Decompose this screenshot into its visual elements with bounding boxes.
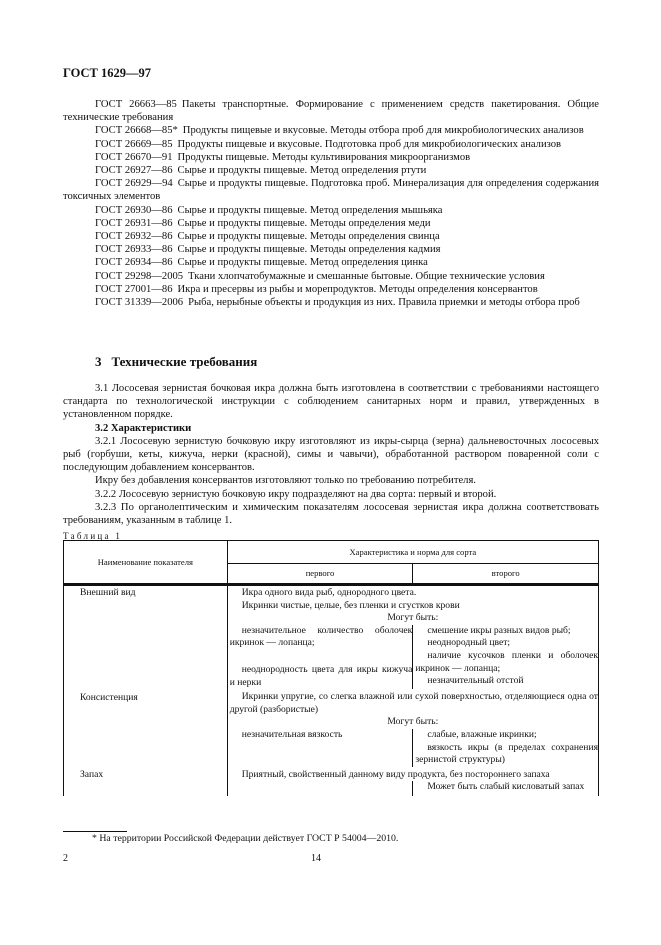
row-name-consistency: Консистенция — [64, 691, 228, 767]
reference-item: ГОСТ 26930—86 Сырье и продукты пищевые. Метод определения мышьяка — [95, 204, 443, 216]
row-name-smell: Запах — [64, 767, 228, 796]
requirements-table: Наименование показателя Характеристика и норма для сорта первого второго Внешний вид Икра одного вида рыб, однородного цвета. Икринки чистые, целые, без пленки и сгустков крови Могут быть: незначительное количество оболочек икринок — лопанца; неоднородность цвета для икры кижуча и нерки смешение икры разных видов рыб; неоднородный цвет; наличие кусочков пленки и оболочек икринок — лопанца; незначительный отстой Консистенция Икринки упругие, со слегка влажной или сухой поверхностью, отделяющиеся одна от другой (разбористые) Могут быть: незначительная вязкость слабые, влажные икринки; вязкость икры (в пределах сохранения зернистой структуры) Запах Приятный, свойственный данному виду продукта, без постороннего запаха Может быть слабый кисловатый запах — [63, 540, 599, 796]
reference-item: ГОСТ 26668—85* Продукты пищевые и вкусовые. Методы отбора проб для микробиологических анализов — [95, 125, 584, 137]
reference-item: ГОСТ 26669—85 Продукты пищевые и вкусовые. Подготовка проб для микробиологических анализов — [95, 138, 562, 150]
header-indicator-name: Наименование показателя — [64, 541, 228, 585]
reference-item: ГОСТ 27001—86 Икра и пресервы из рыбы и морепродуктов. Методы определения консервантов — [95, 283, 538, 295]
header-grade-first: первого — [227, 564, 413, 585]
normative-references — [63, 98, 599, 309]
table-caption: Таблица 1 — [63, 531, 123, 541]
section-3-body — [63, 382, 599, 527]
section-heading: 3 Технические требования — [95, 354, 258, 369]
row-name-appearance: Внешний вид — [64, 585, 228, 692]
reference-item: ГОСТ 26663—85 Пакеты транспортные. Формирование с применением средств пакетирования. Общие технические требования — [63, 99, 599, 124]
reference-item: ГОСТ 26932—86 Сырье и продукты пищевые. Методы определения свинца — [95, 231, 440, 243]
header-characteristic: Характеристика и норма для сорта — [227, 541, 598, 564]
reference-item: ГОСТ 31339—2006 Рыба, нерыбные объекты и продукция из них. Правила приемки и методы отбора проб — [95, 297, 580, 309]
page-number-left: 2 — [63, 853, 68, 864]
document-header: ГОСТ 1629—97 — [63, 66, 152, 80]
reference-item: ГОСТ 26931—86 Сырье и продукты пищевые. Методы определения меди — [95, 217, 431, 229]
reference-item: ГОСТ 26929—94 Сырье и продукты пищевые. Подготовка проб. Минерализация для определения содержания токсичных элементов — [63, 178, 599, 203]
paragraph-3-2-1-note: Икру без добавления консервантов изготовляют только по требованию потребителя. — [95, 475, 476, 487]
footnote: * На территории Российской Федерации действует ГОСТ Р 54004—2010. — [92, 833, 399, 844]
reference-item: ГОСТ 26670—91 Продукты пищевые. Методы культивирования микроорганизмов — [95, 151, 471, 163]
table-row: Внешний вид Икра одного вида рыб, однородного цвета. Икринки чистые, целые, без пленки и сгустков крови — [64, 585, 599, 613]
table-row: Консистенция Икринки упругие, со слегка влажной или сухой поверхностью, отделяющиеся одна от другой (разбористые) — [64, 691, 599, 716]
paragraph-3-1: 3.1 Лососевая зернистая бочковая икра должна быть изготовлена в соответствии с требованиями настоящего стандарта по технологической инструкции с соблюдением санитарных норм и правил, утвержденных в установленном порядке. — [63, 383, 599, 421]
table-row: Запах Приятный, свойственный данному виду продукта, без постороннего запаха — [64, 767, 599, 782]
reference-item: ГОСТ 26927—86 Сырье и продукты пищевые. Метод определения ртути — [95, 165, 427, 177]
subsection-heading-3-2: 3.2 Характеристики — [95, 422, 192, 434]
paragraph-3-2-1: 3.2.1 Лососевую зернистую бочковую икру изготовляют из икры-сырца (зерна) дальневосточных лососевых рыб (горбуши, кеты, кижуча, нерки (красной), симы и чавычи), обработанной раствором поваренной соли с последующим добавлением консервантов. — [63, 435, 599, 474]
paragraph-3-2-3: 3.2.3 По органолептическим и химическим показателям лососевая зернистая икра должна соответствовать требованиям, указанным в таблице 1. — [63, 501, 599, 527]
reference-item: ГОСТ 29298—2005 Ткани хлопчатобумажные и смешанные бытовые. Общие технические условия — [95, 270, 545, 282]
header-grade-second: второго — [413, 564, 599, 585]
reference-item: ГОСТ 26934—86 Сырье и продукты пищевые. Метод определения цинка — [95, 257, 428, 269]
reference-item: ГОСТ 26933—86 Сырье и продукты пищевые. Методы определения кадмия — [95, 244, 441, 256]
page-number-center: 14 — [311, 853, 321, 864]
paragraph-3-2-2: 3.2.2 Лососевую зернистую бочковую икру подразделяют на два сорта: первый и второй. — [95, 488, 497, 500]
footnote-divider — [63, 831, 127, 832]
